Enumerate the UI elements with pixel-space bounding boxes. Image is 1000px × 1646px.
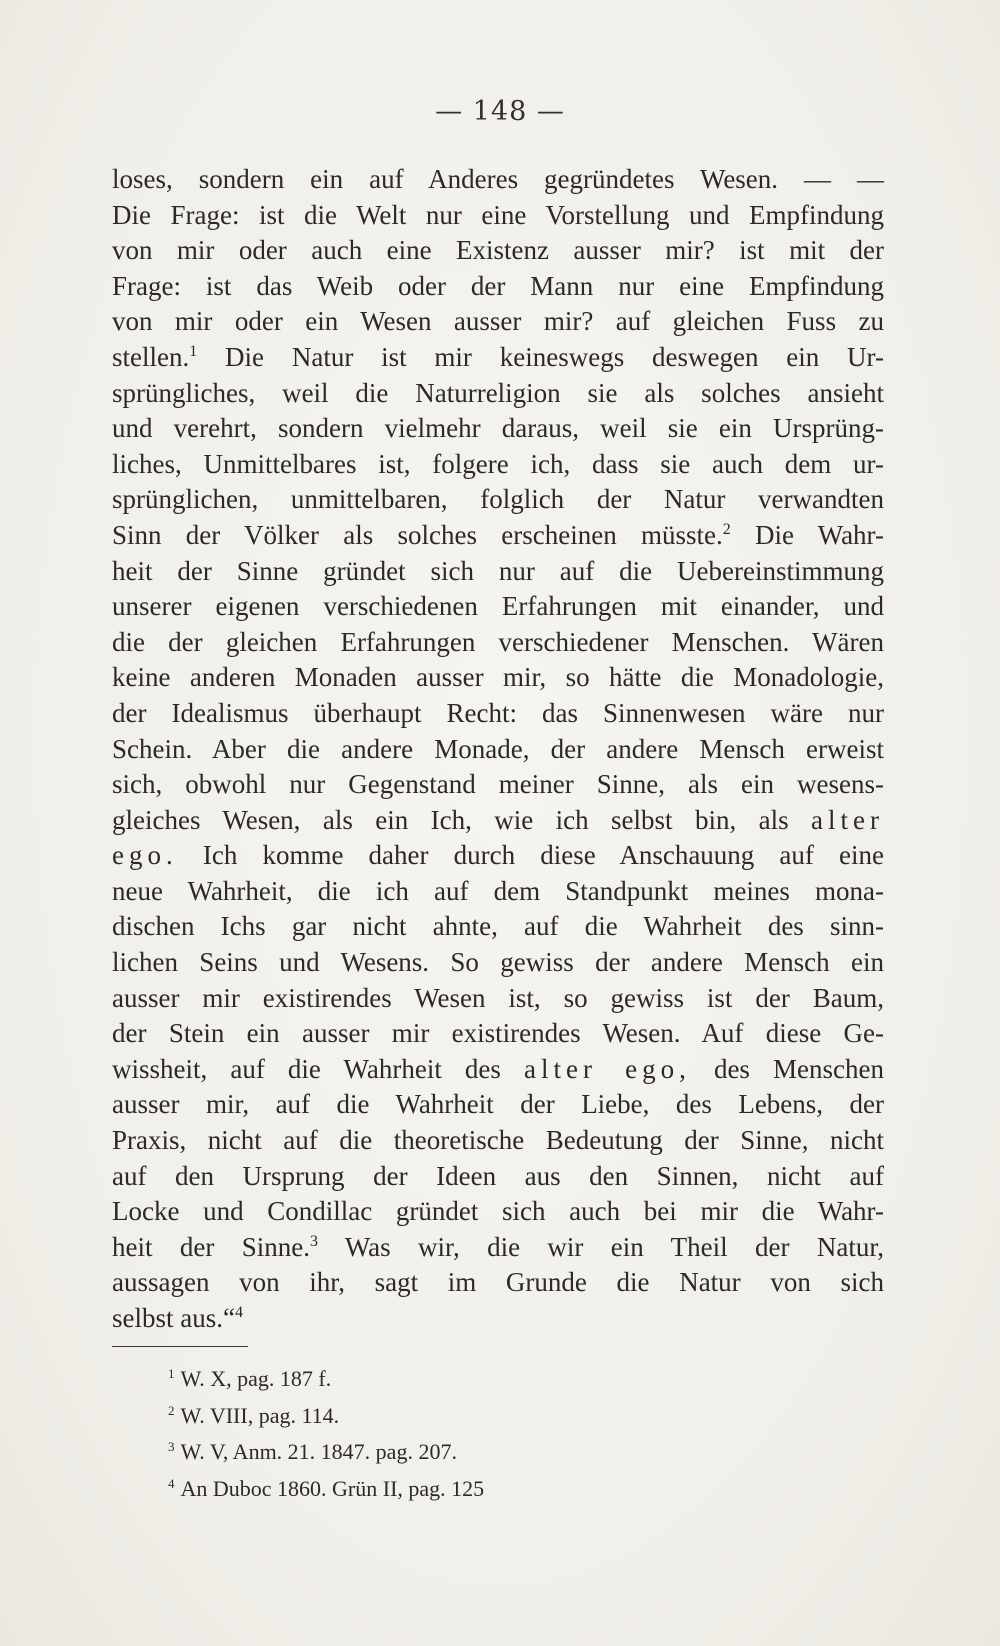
text-line: Locke und Condillac gründet sich auch bei mir die Wahr- — [112, 1196, 884, 1227]
footnote-reference: 1 — [189, 342, 198, 360]
footnote-reference: 3 — [309, 1232, 318, 1250]
text-segment: Sinn der Völker als solches erscheinen müsste. — [112, 519, 723, 550]
text-segment: Ich komme daher durch diese Anschauung auf eine — [202, 840, 884, 871]
text-line: loses, sondern ein auf Anderes gegründetes Wesen. — — — [112, 164, 884, 194]
text-segment: Was wir, die wir ein Theil der Natur, — [344, 1231, 885, 1262]
text-line — [112, 1301, 884, 1337]
text-line: Frage: ist das Weib oder der Mann nur eine Empfindung — [112, 270, 884, 301]
text-line: sprüngliches, weil die Naturreligion sie als solches ansieht — [112, 377, 884, 408]
text-line: neue Wahrheit, die ich auf dem Standpunkt meines mona- — [112, 875, 884, 906]
text-line: ausser mir, auf die Wahrheit der Liebe, des Lebens, der — [112, 1089, 884, 1120]
footnote-divider — [112, 1346, 248, 1347]
text-line — [112, 1230, 884, 1266]
emphasized-text: ego. — [112, 840, 178, 871]
text-line: der Idealismus überhaupt Recht: das Sinnenwesen wäre nur — [112, 697, 884, 728]
text-segment: gleiches Wesen, als ein Ich, wie ich selbst bin, als — [112, 804, 789, 835]
footnote-text: W. V, Anm. 21. 1847. pag. 207. — [180, 1439, 457, 1464]
text-segment: heit der Sinne. — [112, 1231, 310, 1262]
text-line: der Stein ein ausser mir existirendes Wesen. Auf diese Ge- — [112, 1018, 884, 1049]
text-line: Schein. Aber die andere Monade, der andere Mensch erweist — [112, 733, 884, 764]
text-line: von mir oder auch eine Existenz ausser mir? ist mit der — [112, 235, 884, 266]
text-line: von mir oder ein Wesen ausser mir? auf gleichen Fuss zu — [112, 306, 884, 337]
text-line: Die Frage: ist die Welt nur eine Vorstellung und Empfindung — [112, 199, 884, 230]
footnote-reference: 2 — [722, 520, 731, 538]
text-segment: selbst aus.“ — [112, 1303, 235, 1333]
text-segment: wissheit, auf die Wahrheit des — [112, 1053, 501, 1084]
text-line: lichen Seins und Wesens. So gewiss der andere Mensch ein — [112, 947, 884, 978]
text-line — [112, 838, 884, 874]
text-line: sprünglichen, unmittelbaren, folglich der Natur verwandten — [112, 484, 884, 515]
text-line — [112, 340, 884, 376]
text-segment: Die Natur ist mir keineswegs deswegen ein Ur- — [225, 341, 884, 372]
footnotes — [168, 1358, 484, 1504]
footnote-mark: 1 — [168, 1366, 175, 1381]
footnote-mark: 2 — [168, 1402, 175, 1418]
text-line: Praxis, nicht auf die theoretische Bedeutung der Sinne, nicht — [112, 1125, 884, 1156]
page-number: — 148 — — [435, 96, 565, 127]
text-line: unserer eigenen verschiedenen Erfahrungen mit einander, und — [112, 591, 884, 622]
text-line — [112, 1052, 884, 1088]
footnote-text: An Duboc 1860. Grün II, pag. 125 — [180, 1475, 485, 1501]
text-line: heit der Sinne gründet sich nur auf die Uebereinstimmung — [112, 555, 884, 586]
footnote-mark: 3 — [168, 1439, 175, 1454]
footnote — [168, 1358, 484, 1395]
text-line: keine anderen Monaden ausser mir, so hätte die Monadologie, — [112, 662, 884, 693]
emphasized-text: alter ego, — [524, 1053, 691, 1084]
footnote — [168, 1468, 484, 1505]
footnote-reference: 4 — [234, 1304, 243, 1321]
footnote-text: W. X, pag. 187 f. — [180, 1366, 332, 1391]
footnote-mark: 4 — [168, 1475, 175, 1491]
text-line: dischen Ichs gar nicht ahnte, auf die Wahrheit des sinn- — [112, 911, 884, 942]
text-segment: Die Wahr- — [754, 519, 884, 550]
footnote — [168, 1395, 484, 1432]
text-line: die der gleichen Erfahrungen verschiedener Menschen. Wären — [112, 626, 884, 657]
main-text — [112, 162, 884, 1337]
footnote-text: W. VIII, pag. 114. — [180, 1402, 340, 1428]
text-line: liches, Unmittelbares ist, folgere ich, dass sie auch dem ur- — [112, 448, 884, 479]
text-line: aussagen von ihr, sagt im Grunde die Natur von sich — [112, 1267, 884, 1298]
text-segment: stellen. — [112, 341, 190, 372]
text-segment: des Menschen — [713, 1053, 885, 1084]
emphasized-text: alter — [811, 804, 884, 835]
text-line: ausser mir existirendes Wesen ist, so gewiss ist der Baum, — [112, 982, 884, 1013]
text-line — [112, 803, 884, 839]
text-line: und verehrt, sondern vielmehr daraus, weil sie ein Ursprüng- — [112, 413, 884, 444]
text-line: sich, obwohl nur Gegenstand meiner Sinne, als ein wesens- — [112, 769, 884, 800]
text-line: auf den Ursprung der Ideen aus den Sinnen, nicht auf — [112, 1160, 884, 1191]
footnote — [168, 1431, 484, 1468]
text-line — [112, 518, 884, 554]
